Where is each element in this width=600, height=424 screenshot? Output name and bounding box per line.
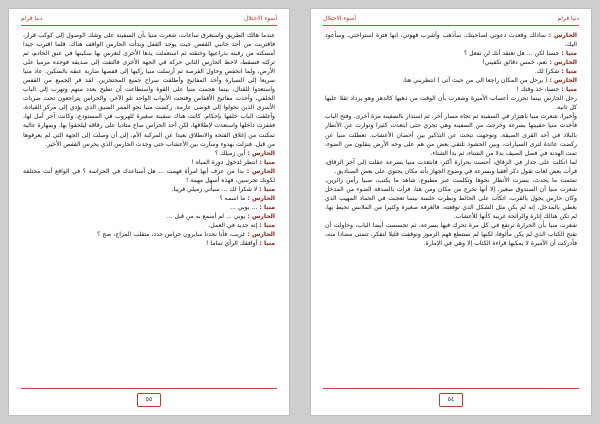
dialogue-line [23,194,275,203]
dialogue-text: غريب، فأنا نجدنا سايرون حراس جدد، متقلب المزاج، صح ؟ [97,231,246,239]
narrative-paragraph: لما اتكلت على جدار في الزقاق، أحست بحرارة أكثر، فابتعدت منيا بسرعة عقلت إلى آخر الزقاق، قرأت بعض لغات تقول ذكر أفقيا وبسرعة في وضوح الجهاز بأنه مكان يحتوي على بعض الصناديق. [325,158,577,175]
right-footer-rule [323,388,579,389]
dialogue-text: شكرا لك. [534,68,560,76]
speaker-colon: : [245,194,253,202]
speaker-colon: : [547,59,555,67]
speaker-colon: : [257,158,264,166]
speaker-name: منيا [565,86,577,94]
speaker-name: منيا [263,203,275,211]
narrative-paragraph: وأخيرا، شعرت منيا باهتزاز في السفينة ثم تجاه مسار أخر، ثم استدار بالسفينة مرة أخرى. وفتح الباب فأخذت منيا حقيبتها بسرعة وخرجت من السفينة وهي تجري حتى ابتعدت كثيرا وتوارت عن الأنظار بالبلاد في أحد القرى الضيقة. وتوجهت تبحث عن التذكير بين أحضان الأعشاب. تعطلت منيا عن ركضت عائدة لترى السيارات، وبين الحشود تلتقي بعض من هم على وجه الأرض ينقلون من الضوء، تمت الهدنة في فصل الصيف بدلا من الشتاء، ثم بدأ الشتاء. [325,113,577,157]
speaker-colon: : [245,149,253,157]
speaker-name: الحارس [252,194,275,202]
speaker-name: الحارس [554,32,577,39]
narrative-paragraph: شعرت منيا بأن الحرارة ترتفع في كل مرة تحرك فيها بسرعة، ثم تحسست أيضا الباب، وحاولت أن تفتح الكتاب الذي لم يكن مألوفا، لكنها لم تستطع فهم الرموز وتوقفت قليلا لتفكر، تتمنى مضادا منه، فأدركت أن الأميرة لا يمكنها قراءة الكتاب إلا وهي في الإمارة. [325,221,577,248]
left-narrative: عندما هالك الطريق واستغرق ساعات، شعرت منيا بأن السفينة على وشك الوصول إلى كوكب قرار، فاقتربت من أحد جانبي القفص حيث يوجد القفل وبدأت الحارس الواقف هناك. قلما اقترب جيدا أمسكته من رقبته بذراعيها وخنقته ثم استعملت يدها الأخرى لتغرس بها سكينها في عنق الخادم، ثم تركته فسقط، لاحظ الحارس الثاني حركة في الجهة الأخرى فالتفت إلى صديقه فوجده مرميا على الأرض، ولما انخفض وحاول الفرصة ثم أرسلت منيا ركبها إلى قفصها ضاربة عنقه بالسكين. عاد منيا سريعا إلى السيارة وأخذ المفاتيح وأطلقت سراح جميع المحتجزين. لقد فر الجميع من القفص واستعدوا للقتال، بينما هجمت منيا على القوة واستطاعت أن تطيح بعدد منهم وتهرب إلى الباب الخلفي، وأخذت مفاتيح الأقفاص وفتحت الأبواب الواحد تلو الآخر، والحراس يتراجعون تحت ضربات الأسرى الذين تحولوا إلى فوضى عارمة. ركضت منيا نحو الممر الضيق الذي يؤدي إلى مركز القيادة، وأغلقت الباب خلفها بإحكام. كانت هناك سفينة صغيرة للهروب في المستودع، وكانت آخر أمل لها، فقفزت داخلها واستعدت لإطلاقها، لكن أحد الحراس صاح مناديا على رفاقه ليلحقوا بها. وبمهارة عالية تمكنت من إغلاق الفتحة والانطلاق بعيدا عن المركبة الأم، إلى أن وصلت إلى الجهة التي لم يعرفوها من قبل. فنزلت بهدوء وسارت بين الأعشاب حتى وجدت الحارس الذي يحرس القفص الأخير. [23,32,275,148]
right-dialogue [325,31,577,94]
dialogue-text: أوافقك الرأي تماما ! [205,240,258,248]
speaker-name: منيا [263,240,275,248]
dialogue-text: ساذلك وقعدت دعوتي لصاحبتك، سأذهب وأشرب قهوتي، انها فترة استراحتي، وسأعود اليك. [325,32,577,49]
speaker-name: الحارس [554,77,577,85]
right-header-book-title: دنيا قرام [557,15,579,22]
dialogue-text: ما اسمه ؟ [219,194,246,202]
dialogue-line [23,167,275,185]
left-header-book-title: دنيا قرام [21,15,43,22]
left-footer-rule [21,388,277,389]
dialogue-line [325,76,577,85]
speaker-colon: : [257,185,264,193]
dialogue-text: حسنا لكن ... هل تعتقد أنك لن تفعل ؟ [464,50,560,58]
dialogue-text: ... يوبي ... [230,203,258,211]
dialogue-line [23,239,275,248]
dialogue-line [325,58,577,67]
speaker-name: منيا [565,68,577,76]
speaker-name: منيا [263,158,275,166]
right-header-chapter: أسوء الاحتلال [323,15,357,22]
speaker-colon: : [547,77,555,85]
right-page-body [325,31,577,385]
dialogue-line [325,31,577,49]
left-header-rule [21,25,277,26]
dialogue-line [23,212,275,221]
left-page-number: ٥٥ [137,393,161,407]
speaker-name: الحارس [252,231,275,239]
speaker-colon: : [243,167,253,175]
right-page-number: ٥٤ [439,393,463,407]
speaker-name: الحارس [554,59,577,67]
speaker-colon: : [559,86,566,94]
speaker-name: الحارس [252,212,275,220]
dialogue-line [23,158,275,167]
dialogue-line [23,203,275,212]
dialogue-text: أين زميلك ؟ [214,149,246,157]
narrative-paragraph: رحل الحارس بينما تحررت أعصاب الأميرة وشعرت بأن الوقت من ذهبها كالدهر وهو يزداد ثقلا عليها كل ثانية. [325,95,577,112]
dialogue-text: بدا من عرف أنها امرأة فهمت ... هل أستاعدك في الحراسة ؟ في الواقع أنت مختلفة لكونك تحرسين، فهذه أسهل مهمة ! [23,167,275,184]
left-header-chapter: أسوء الاحتلال [243,15,277,22]
dialogue-text: حسنا، خذ وقتك ! [516,86,560,94]
speaker-name: الحارس [252,149,275,157]
speaker-name: منيا [263,221,275,229]
dialogue-text: يوبي ... لم أسمع به من قبل ... [166,212,246,220]
dialogue-text: لا شكرا لك ... سيأتي زميلي قريبا. [171,185,258,193]
right-narrative [325,94,577,248]
speaker-name: منيا [263,185,275,193]
right-page [310,8,592,416]
left-page [8,8,290,416]
dialogue-line [23,185,275,194]
dialogue-line [23,149,275,158]
speaker-colon: : [545,32,555,39]
narrative-paragraph: تمتمت ما يحدث، يسرت الأنظار نحوها وتكلمت عبر مطبوع، شاهد ما يكتب، صبيا رأس زائرين، شعرت منيا أن الصندوق صغير، إلا أنها تخرج من مكان ومن هنا، فرأت بالصدفة الضوء من المدخل وكان حارس يجول بالقرب. اتكأت على الحائط ونظرت خلسة بينما تعجبت في الجماد المهيب الذي يغطي بالمدخل. إنه لم يكن مثل الشكل الذي توقعته، فالغرفة صغيرة وكثيرا من الملابس تحيط بها، لم تكن هنالك إنارة والرائحة غريبة كأنها للأعشاب. [325,176,577,220]
speaker-colon: : [257,221,264,229]
speaker-colon: : [257,240,264,248]
dialogue-line [23,230,275,239]
speaker-colon: : [245,231,253,239]
speaker-colon: : [245,212,253,220]
dialogue-line [325,67,577,76]
left-page-body [23,31,275,385]
speaker-name: الحارس [252,167,275,175]
speaker-colon: : [559,50,566,58]
dialogue-text: إنه جديد في العمل. [208,221,258,229]
dialogue-text: ( يرحل من المكان راجعا الى من حيث أتى ) انتظريني هنا. [402,77,548,85]
dialogue-line [23,221,275,230]
speaker-colon: : [559,68,566,76]
right-header-rule [323,25,579,26]
dialogue-line [325,49,577,58]
speaker-name: منيا [565,50,577,58]
dialogue-line [325,85,577,94]
dialogue-text: نعم، خمس دقائق تكفيني! [482,59,548,67]
left-dialogue [23,149,275,249]
speaker-colon: : [257,203,264,211]
dialogue-text: انتظر لدخول دورة المياه ! [191,158,258,166]
